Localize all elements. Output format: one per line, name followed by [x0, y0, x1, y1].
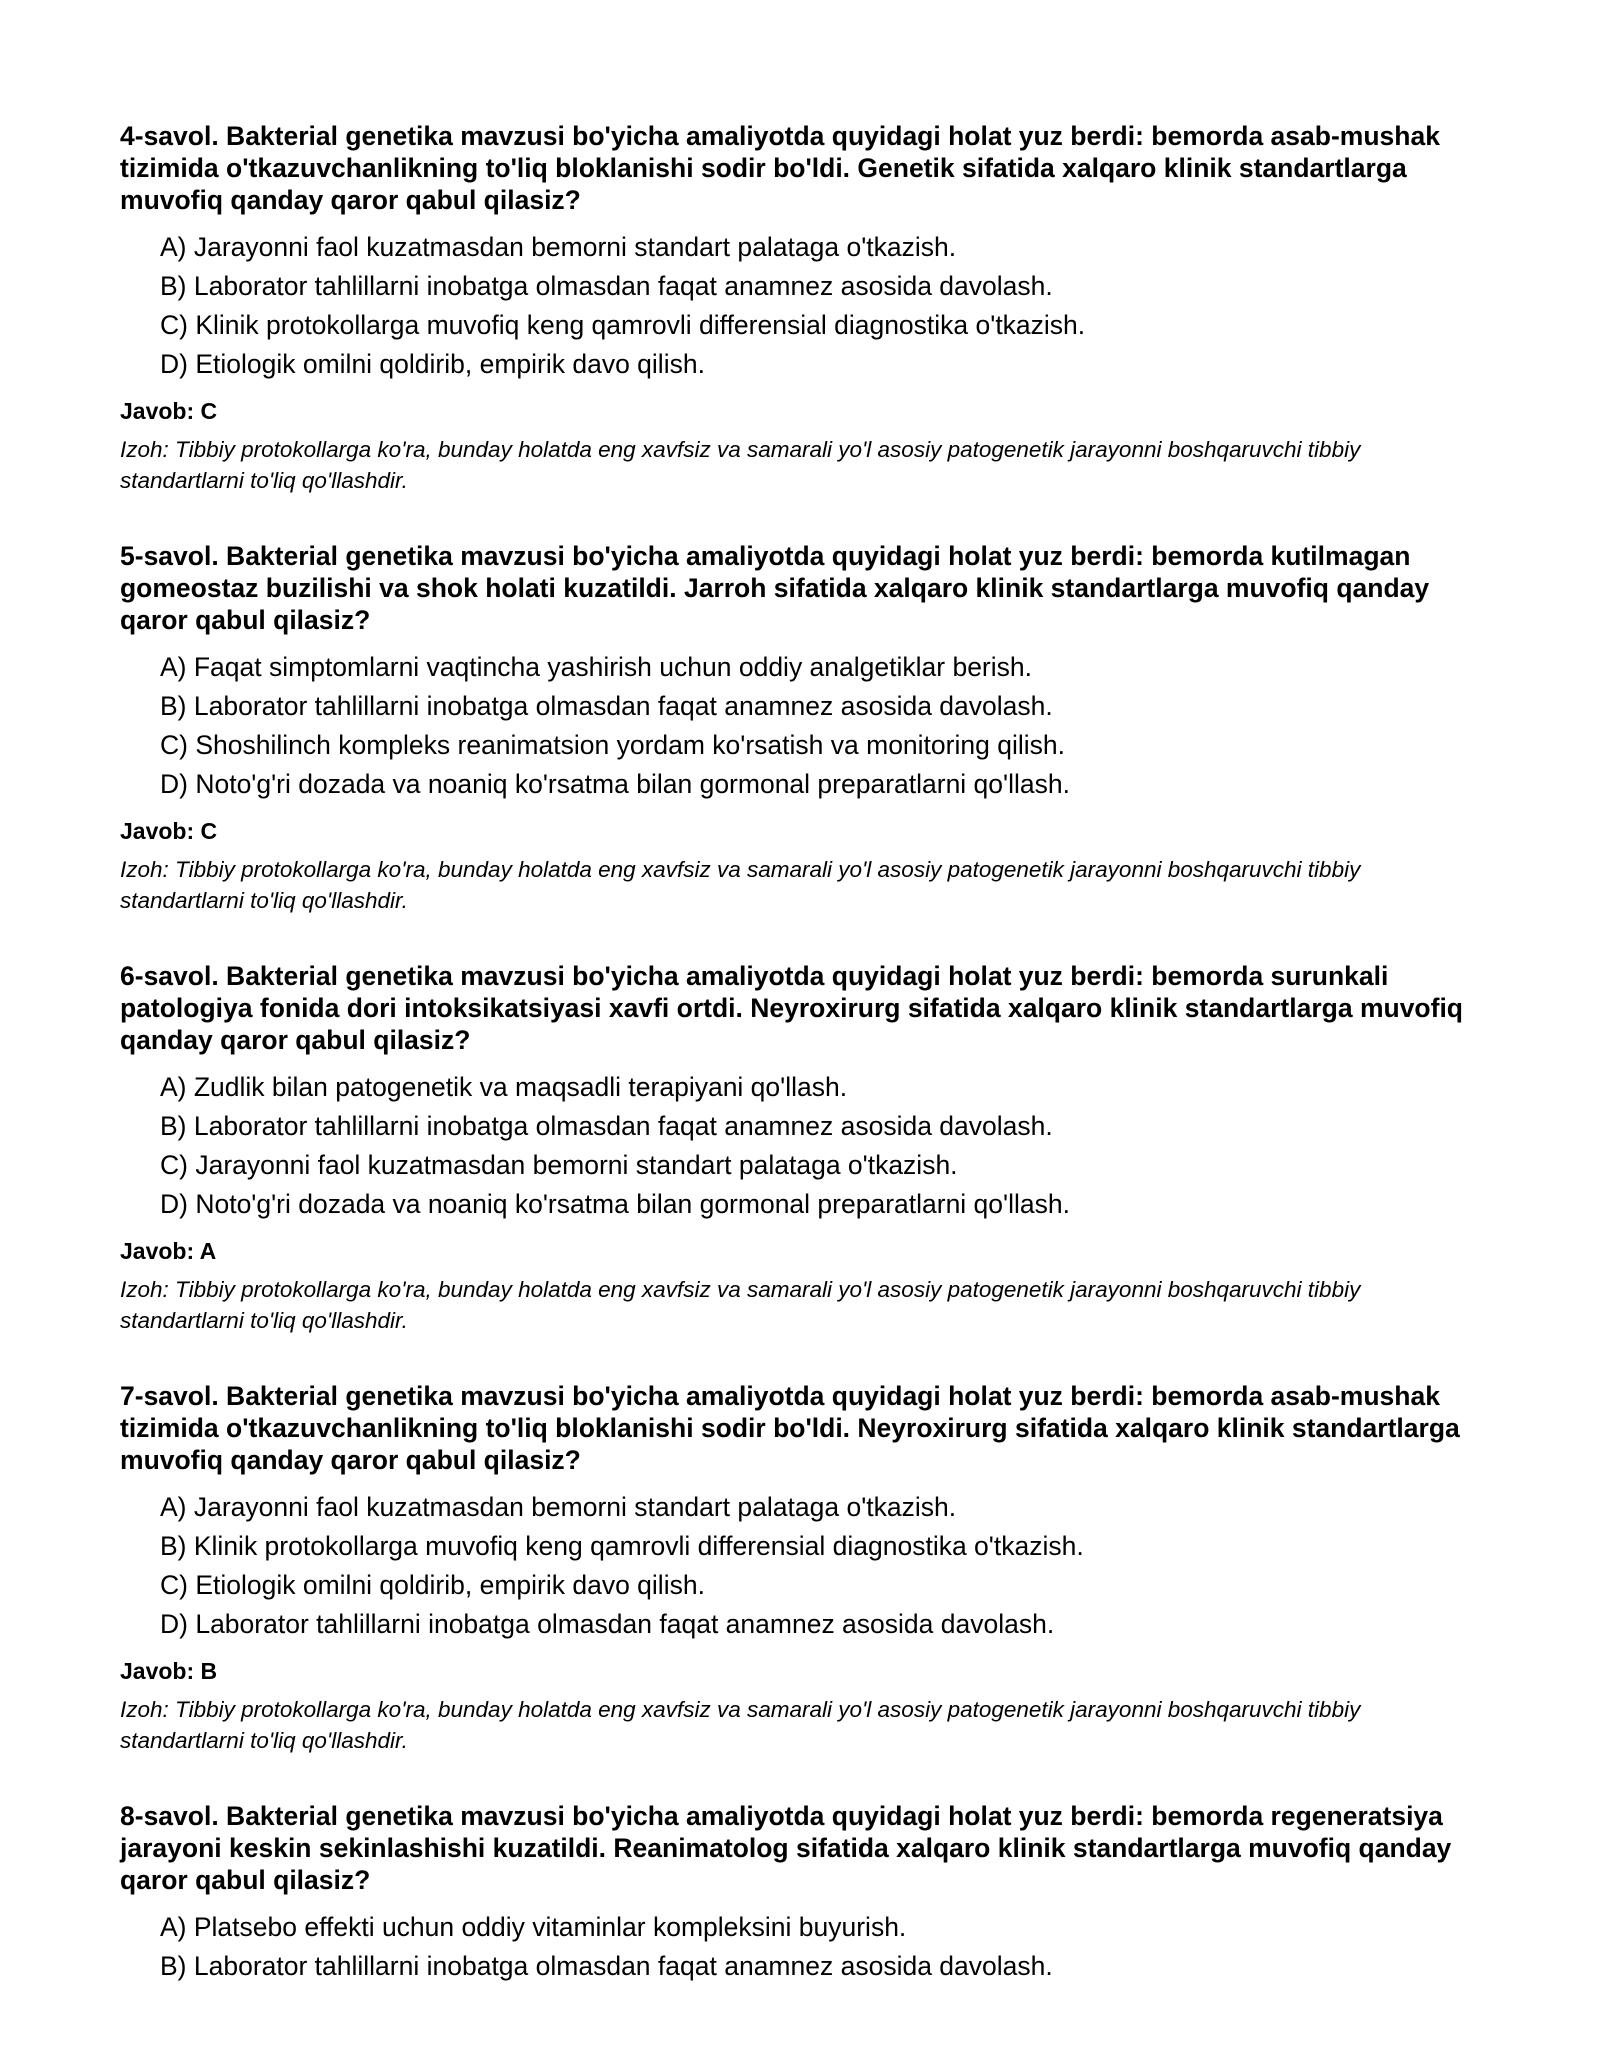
option-c: C) Shoshilinch kompleks reanimatsion yordam ko'rsatish va monitoring qilish.: [160, 730, 1065, 760]
option-d: D) Noto'g'ri dozada va noaniq ko'rsatma bilan gormonal preparatlarni qo'llash.: [160, 769, 1070, 799]
answer-label: Javob: C: [120, 818, 218, 844]
option-a: A) Jarayonni faol kuzatmasdan bemorni standart palataga o'tkazish.: [160, 1492, 957, 1522]
option-c: C) Jarayonni faol kuzatmasdan bemorni standart palataga o'tkazish.: [160, 1150, 958, 1180]
question-block: [120, 960, 1480, 1336]
explanation-note: Izoh: Tibbiy protokollarga ko'ra, bunday holatda eng xavfsiz va samarali yo'l asosiy patogenetik jarayonni boshqaruvchi tibbiy standartlarni to'liq qo'llashdir.: [120, 857, 1361, 913]
question-title: 8-savol. Bakterial genetika mavzusi bo'yicha amaliyotda quyidagi holat yuz berdi: bemorda regeneratsiya jarayoni keskin sekinlashishi kuzatildi. Reanimatolog sifatida xalqaro klinik standartlarga muvofiq qanday qaror qabul qilasiz?: [120, 1801, 1452, 1895]
option-list: [160, 228, 1480, 384]
question-title: 4-savol. Bakterial genetika mavzusi bo'yicha amaliyotda quyidagi holat yuz berdi: bemorda asab-mushak tizimida o'tkazuvchanlikning to'liq bloklanishi sodir bo'ldi. Genetik sifatida xalqaro klinik standartlarga muvofiq qanday qaror qabul qilasiz?: [120, 121, 1440, 215]
question-title: 7-savol. Bakterial genetika mavzusi bo'yicha amaliyotda quyidagi holat yuz berdi: bemorda asab-mushak tizimida o'tkazuvchanlikning to'liq bloklanishi sodir bo'ldi. Neyroxirurg sifatida xalqaro klinik standartlarga muvofiq qanday qaror qabul qilasiz?: [120, 1381, 1460, 1475]
option-b: B) Laborator tahlillarni inobatga olmasdan faqat anamnez asosida davolash.: [160, 271, 1053, 301]
document-page: [120, 120, 1480, 2030]
option-a: A) Zudlik bilan patogenetik va maqsadli terapiyani qo'llash.: [160, 1072, 848, 1102]
option-list: [160, 1488, 1480, 1644]
question-title: 5-savol. Bakterial genetika mavzusi bo'yicha amaliyotda quyidagi holat yuz berdi: bemorda kutilmagan gomeostaz buzilishi va shok holati kuzatildi. Jarroh sifatida xalqaro klinik standartlarga muvofiq qanday qaror qabul qilasiz?: [120, 541, 1430, 635]
answer-label: Javob: A: [120, 1238, 217, 1264]
option-a: A) Jarayonni faol kuzatmasdan bemorni standart palataga o'tkazish.: [160, 232, 957, 262]
option-d: D) Etiologik omilni qoldirib, empirik davo qilish.: [160, 349, 705, 379]
option-a: A) Platsebo effekti uchun oddiy vitaminlar kompleksini buyurish.: [160, 1912, 907, 1942]
option-c: C) Klinik protokollarga muvofiq keng qamrovli differensial diagnostika o'tkazish.: [160, 310, 1086, 340]
question-block: [120, 1800, 1480, 1986]
option-c: C) Etiologik omilni qoldirib, empirik davo qilish.: [160, 1570, 705, 1600]
option-a: A) Faqat simptomlarni vaqtincha yashirish uchun oddiy analgetiklar berish.: [160, 652, 1032, 682]
option-list: [160, 1908, 1480, 1986]
option-b: B) Laborator tahlillarni inobatga olmasdan faqat anamnez asosida davolash.: [160, 1951, 1053, 1981]
question-block: [120, 120, 1480, 496]
question-block: [120, 1380, 1480, 1756]
answer-label: Javob: B: [120, 1658, 218, 1684]
explanation-note: Izoh: Tibbiy protokollarga ko'ra, bunday holatda eng xavfsiz va samarali yo'l asosiy patogenetik jarayonni boshqaruvchi tibbiy standartlarni to'liq qo'llashdir.: [120, 1277, 1361, 1333]
explanation-note: Izoh: Tibbiy protokollarga ko'ra, bunday holatda eng xavfsiz va samarali yo'l asosiy patogenetik jarayonni boshqaruvchi tibbiy standartlarni to'liq qo'llashdir.: [120, 1697, 1361, 1753]
option-b: B) Klinik protokollarga muvofiq keng qamrovli differensial diagnostika o'tkazish.: [160, 1531, 1084, 1561]
option-b: B) Laborator tahlillarni inobatga olmasdan faqat anamnez asosida davolash.: [160, 1111, 1053, 1141]
option-list: [160, 1068, 1480, 1224]
option-d: D) Laborator tahlillarni inobatga olmasdan faqat anamnez asosida davolash.: [160, 1609, 1055, 1639]
question-block: [120, 540, 1480, 916]
option-b: B) Laborator tahlillarni inobatga olmasdan faqat anamnez asosida davolash.: [160, 691, 1053, 721]
explanation-note: Izoh: Tibbiy protokollarga ko'ra, bunday holatda eng xavfsiz va samarali yo'l asosiy patogenetik jarayonni boshqaruvchi tibbiy standartlarni to'liq qo'llashdir.: [120, 437, 1361, 493]
option-d: D) Noto'g'ri dozada va noaniq ko'rsatma bilan gormonal preparatlarni qo'llash.: [160, 1189, 1070, 1219]
option-list: [160, 648, 1480, 804]
answer-label: Javob: C: [120, 398, 218, 424]
question-title: 6-savol. Bakterial genetika mavzusi bo'yicha amaliyotda quyidagi holat yuz berdi: bemorda surunkali patologiya fonida dori intoksikatsiyasi xavfi ortdi. Neyroxirurg sifatida xalqaro klinik standartlarga muvofiq qanday qaror qabul qilasiz?: [120, 961, 1463, 1055]
